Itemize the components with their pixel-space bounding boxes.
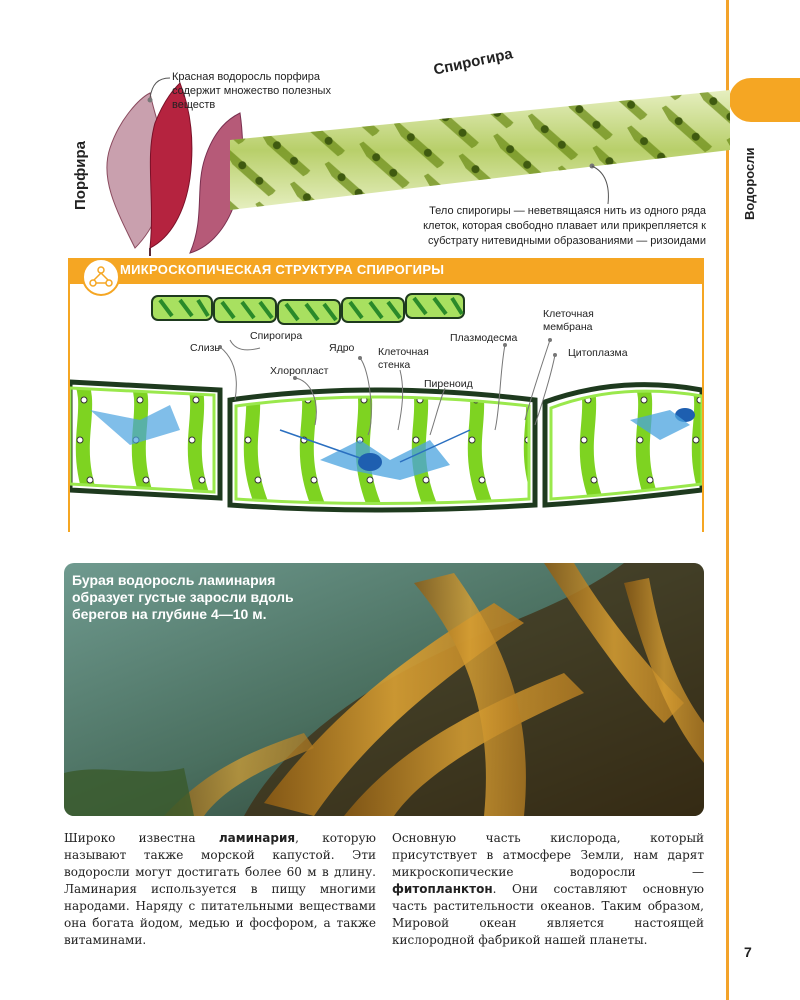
- label-slime: Слизь: [190, 342, 220, 354]
- porphyra-caption: Красная водоросль порфира содержит множество полезных веществ: [172, 71, 331, 111]
- label-cytoplasm: Цитоплазма: [568, 347, 628, 359]
- micro-section-title: МИКРОСКОПИЧЕСКАЯ СТРУКТУРА СПИРОГИРЫ: [120, 262, 445, 277]
- label-nucleus: Ядро: [329, 342, 355, 354]
- right-text-pre: Основную часть кислорода, который присутствует в атмосфере Земли, нам дарят микроскопические водоросли —: [392, 831, 704, 879]
- label-plasmodesma: Плазмодесма: [450, 332, 518, 344]
- molecule-icon: [82, 258, 120, 296]
- spirogyra-caption: Тело спирогиры — неветвящаяся нить из одного ряда клеток, которая свободно плавает или прикрепляется к субстрату нитевидными образованиями — ризоидами: [423, 205, 706, 247]
- left-text-bold: ламинария: [218, 831, 296, 845]
- micro-frame-right: [702, 284, 704, 532]
- left-text-post: , которую называют также морской капустой. Эти водоросли могут достигать более 60 м в длину. Ламинария используется в пищу многими народами. Наряду с питательными веществами она богата йодом, медью и фосфором, а также витаминами.: [64, 831, 376, 947]
- left-text-pre: Широко известна: [64, 831, 219, 845]
- page-number: 7: [744, 944, 752, 960]
- label-cell-wall: Клеточная стенка: [378, 346, 429, 371]
- porphyra-label: Порфира: [72, 141, 89, 210]
- spirogyra-title: Спирогира: [432, 45, 515, 79]
- text-column-left: [64, 830, 376, 949]
- label-membrane: Клеточная мембрана: [543, 308, 594, 333]
- text-column-right: [392, 830, 704, 949]
- label-chloroplast: Хлоропласт: [270, 365, 329, 377]
- chapter-label: Водоросли: [742, 147, 757, 220]
- kelp-caption: Бурая водоросль ламинария образует густые заросли вдоль берегов на глубине 4—10 м.: [72, 572, 294, 622]
- right-text-post: . Они составляют основную часть растительности океанов. Таким образом, Мировой океан является настоящей кислородной фабрикой нашей планеты.: [392, 882, 704, 947]
- label-pyrenoid: Пиреноид: [424, 378, 473, 390]
- right-text-bold: фитопланктон: [392, 882, 493, 896]
- chapter-tab: [729, 78, 800, 122]
- spirogyra-pointer: [580, 160, 620, 210]
- porphyra-pointer: [140, 70, 180, 110]
- label-spirogyra: Спирогира: [250, 330, 303, 342]
- spirogyra-filament-photo: [230, 80, 730, 220]
